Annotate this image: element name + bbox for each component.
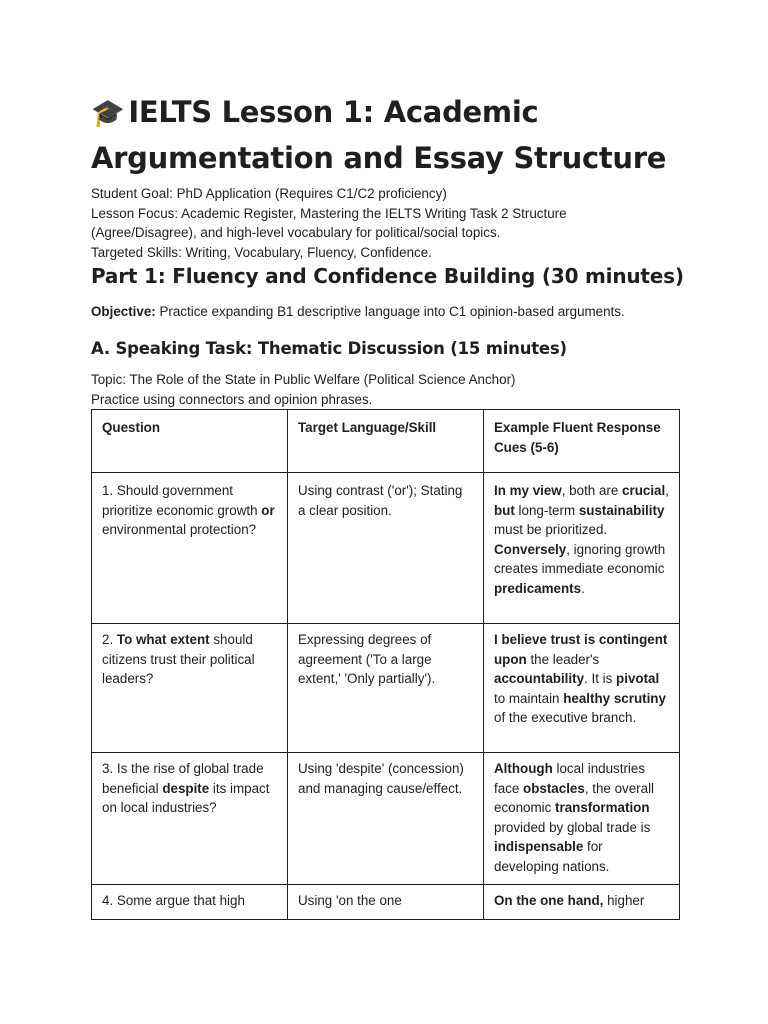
text-segment: environmental protection? — [102, 522, 257, 537]
section-a-intro — [91, 370, 516, 409]
text-segment: . It is — [584, 671, 617, 686]
bold-phrase: despite — [162, 780, 210, 796]
text-segment: its impact on local industries? — [102, 780, 270, 815]
bold-phrase: but — [494, 502, 515, 518]
objective — [91, 302, 625, 321]
response-cell — [484, 624, 680, 753]
lesson-focus-line-2: (Agree/Disagree), and high-level vocabulary for political/social topics. — [91, 225, 501, 240]
graduation-cap-icon: 🎓 — [91, 98, 125, 129]
bold-phrase: On the one hand, — [494, 893, 604, 908]
bold-phrase: Conversely — [494, 541, 567, 557]
text-segment: must be prioritized. — [494, 522, 608, 537]
response-cell — [484, 473, 680, 624]
lesson-focus-line-1: Lesson Focus: Academic Register, Mastering the IELTS Writing Task 2 Structure — [91, 205, 567, 221]
bold-phrase: crucial — [622, 483, 666, 498]
response-cell — [484, 885, 680, 920]
header-question: Question — [92, 410, 288, 473]
text-segment: of the executive branch. — [494, 710, 637, 725]
text-segment: the leader's — [526, 651, 600, 667]
bold-phrase: indispensable — [494, 839, 584, 854]
bold-phrase: I believe trust is contingent upon — [494, 632, 668, 667]
bold-phrase: sustainability — [578, 502, 665, 518]
targeted-skills: Targeted Skills: Writing, Vocabulary, Fluency, Confidence. — [91, 244, 432, 260]
bold-phrase: Although — [494, 761, 553, 776]
lesson-meta — [91, 184, 567, 262]
skill-cell: Expressing degrees of agreement ('To a large extent,' 'Only partially'). — [288, 624, 484, 753]
text-segment: 4. Some argue that high — [102, 893, 245, 908]
practice-line: Practice using connectors and opinion phrases. — [91, 391, 373, 407]
part1-heading: Part 1: Fluency and Confidence Building (30 minutes) — [91, 264, 684, 288]
table-header-row — [92, 410, 680, 473]
bold-phrase: predicaments — [494, 580, 582, 596]
header-response: Example Fluent Response Cues (5-6) — [484, 410, 680, 473]
table-row — [92, 624, 680, 753]
title-line-1: IELTS Lesson 1: Academic — [128, 95, 539, 129]
text-segment: to maintain — [494, 690, 564, 706]
bold-phrase: In my view — [494, 483, 562, 498]
text-segment: , both are — [561, 483, 623, 498]
skill-cell: Using 'despite' (concession) and managing cause/effect. — [288, 753, 484, 885]
bold-phrase: or — [261, 502, 275, 518]
header-skill: Target Language/Skill — [288, 410, 484, 473]
question-cell — [92, 885, 288, 920]
text-segment: provided by global trade is — [494, 819, 651, 835]
objective-text: Practice expanding B1 descriptive language into C1 opinion-based arguments. — [155, 304, 625, 319]
bold-phrase: healthy scrutiny — [563, 690, 666, 706]
student-goal: Student Goal: PhD Application (Requires C1/C2 proficiency) — [91, 186, 447, 201]
text-segment: , — [665, 483, 669, 498]
bold-phrase: transformation — [555, 800, 650, 815]
speaking-task-table — [91, 409, 680, 920]
page-title — [91, 90, 691, 180]
bold-phrase: To what extent — [116, 632, 210, 647]
response-cell — [484, 753, 680, 885]
text-segment: , the overall economic — [494, 780, 655, 815]
table-row — [92, 885, 680, 920]
text-segment: should citizens trust their political leaders? — [102, 632, 255, 686]
title-line-2: Argumentation and Essay Structure — [91, 141, 667, 175]
bold-phrase: accountability — [494, 671, 585, 686]
question-cell — [92, 473, 288, 624]
objective-label: Objective: — [91, 304, 156, 319]
topic-line: Topic: The Role of the State in Public Welfare (Political Science Anchor) — [91, 372, 516, 387]
text-segment: , ignoring growth creates immediate economic — [494, 541, 666, 576]
skill-cell: Using contrast ('or'); Stating a clear position. — [288, 473, 484, 624]
text-segment: 3. Is the rise of global trade beneficial — [102, 761, 264, 796]
bold-phrase: pivotal — [616, 671, 660, 686]
skill-cell: Using 'on the one — [288, 885, 484, 920]
table-row — [92, 473, 680, 624]
table-row — [92, 753, 680, 885]
text-segment: 1. Should government prioritize economic growth — [102, 483, 262, 518]
text-segment: local industries face — [494, 761, 646, 796]
question-cell — [92, 624, 288, 753]
text-segment: 2. — [102, 632, 117, 647]
text-segment: for developing nations. — [494, 839, 610, 874]
text-segment: . — [581, 580, 585, 596]
text-segment: long-term — [514, 502, 579, 518]
bold-phrase: obstacles — [523, 780, 585, 796]
question-cell — [92, 753, 288, 885]
section-a-heading: A. Speaking Task: Thematic Discussion (15 minutes) — [91, 339, 567, 358]
text-segment: higher — [603, 893, 645, 908]
